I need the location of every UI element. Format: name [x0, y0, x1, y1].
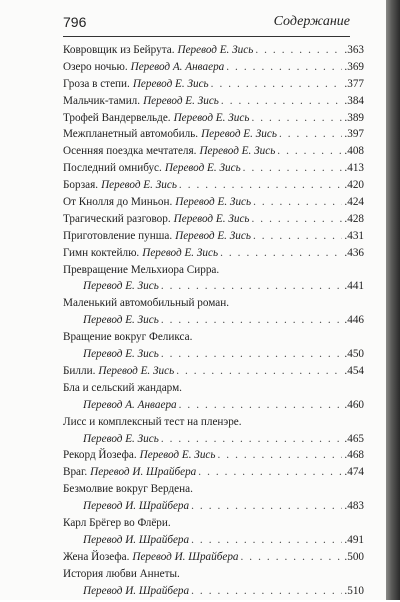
entry-title: Гроза в степи.	[63, 77, 130, 90]
entry-title: Борзая.	[63, 179, 99, 192]
toc-entry	[63, 179, 364, 196]
entry-translator: Перевод Е. Зись	[177, 44, 254, 56]
entry-title: Последний омнибус.	[63, 162, 162, 175]
toc-entry	[63, 145, 364, 162]
entry-translator: Перевод Е. Зись	[83, 314, 159, 327]
entry-translator: Перевод Е. Зись	[173, 212, 250, 225]
entry-page: .510	[344, 584, 364, 597]
entry-page: .420	[344, 179, 364, 192]
entry-translator: Перевод И. Шрайбера	[83, 500, 190, 513]
entry-page: .454	[344, 364, 364, 377]
entry-title: Озеро ночью.	[63, 60, 128, 73]
dot-leader	[226, 61, 342, 73]
entry-page: .369	[344, 60, 364, 73]
toc-entry	[63, 162, 364, 179]
entry-page: .446	[344, 314, 364, 327]
dot-leader	[179, 179, 343, 191]
entry-translator: Перевод И. Шрайбера	[83, 584, 190, 597]
entry-page: .474	[344, 466, 364, 479]
dot-leader	[161, 280, 343, 292]
entry-title: Рекорд Йозефа.	[63, 449, 137, 462]
entry-translator: Перевод Е. Зись	[164, 162, 241, 175]
entry-translator: Перевод И. Шрайбера	[132, 550, 239, 563]
section-title: Содержание	[273, 14, 350, 29]
dot-leader	[279, 128, 342, 140]
dot-leader	[253, 230, 342, 242]
toc-entry	[63, 517, 364, 551]
dot-leader	[218, 449, 343, 461]
entry-title: Мальчик-тамил.	[63, 94, 141, 107]
toc-entry	[63, 213, 364, 230]
entry-title: Враг.	[63, 466, 88, 479]
dot-leader	[277, 145, 342, 157]
entry-translator: Перевод Е. Зись	[101, 179, 177, 192]
toc-entry	[63, 416, 364, 450]
toc-entry	[63, 449, 364, 466]
table-of-contents	[63, 44, 364, 602]
toc-entry	[63, 551, 364, 568]
entry-translator: Перевод Е. Зись	[98, 364, 175, 377]
entry-title: Жена Йозефа.	[63, 550, 130, 563]
dot-leader	[191, 500, 342, 512]
toc-entry	[63, 128, 364, 145]
entry-page: .465	[344, 432, 364, 445]
entry-translator: Перевод Е. Зись	[143, 94, 219, 107]
entry-translator: Перевод Е. Зись	[175, 229, 251, 242]
dot-leader	[161, 433, 343, 445]
entry-page: .468	[344, 449, 364, 462]
dot-leader	[191, 534, 342, 546]
dot-leader	[176, 365, 342, 377]
dot-leader	[198, 466, 342, 478]
toc-entry	[63, 44, 364, 61]
dot-leader	[179, 399, 343, 411]
entry-title: От Кнолля до Миньон.	[63, 196, 173, 209]
page-header	[63, 14, 350, 37]
entry-page: .500	[344, 550, 364, 563]
entry-title: Лисс и комплексный тест на пленэре.	[63, 415, 242, 428]
entry-page: .384	[344, 94, 364, 107]
toc-entry	[63, 264, 364, 298]
entry-title: Вращение вокруг Феликса.	[63, 331, 193, 344]
dot-leader	[161, 348, 343, 360]
entry-page: .436	[344, 246, 364, 259]
dot-leader	[221, 95, 343, 107]
dot-leader	[251, 112, 342, 124]
entry-title: История любви Аннеты.	[63, 567, 180, 580]
dot-leader	[161, 314, 343, 326]
toc-entry	[63, 365, 364, 382]
dot-leader	[191, 585, 342, 597]
entry-translator: Перевод Е. Зись	[201, 128, 277, 141]
toc-entry	[63, 483, 364, 517]
entry-title: Трагический разговор.	[63, 212, 171, 225]
entry-page: .460	[344, 398, 364, 411]
dot-leader	[255, 44, 342, 56]
entry-translator: Перевод Е. Зись	[175, 196, 252, 209]
toc-entry	[63, 297, 364, 331]
entry-translator: Перевод И. Шрайбера	[90, 466, 197, 479]
dot-leader	[243, 162, 343, 174]
entry-translator: Перевод Е. Зись	[132, 77, 209, 90]
entry-translator: Перевод И. Шрайбера	[83, 533, 190, 546]
toc-entry	[63, 382, 364, 416]
entry-page: .428	[344, 212, 364, 225]
entry-translator: Перевод Е. Зись	[199, 145, 276, 158]
dot-leader	[220, 247, 342, 259]
entry-page: .483	[344, 500, 364, 513]
entry-page: .389	[344, 111, 364, 124]
toc-entry	[63, 247, 364, 264]
entry-page: .377	[344, 77, 364, 90]
toc-entry	[63, 331, 364, 365]
entry-translator: Перевод А. Анвaера	[130, 60, 225, 73]
entry-translator: Перевод Е. Зись	[83, 432, 159, 445]
entry-translator: Перевод Е. Зись	[83, 280, 159, 293]
toc-entry	[63, 196, 364, 213]
entry-page: .491	[344, 533, 364, 546]
entry-title: Межпланетный автомобиль.	[63, 128, 199, 141]
entry-title: Билли.	[63, 364, 96, 377]
toc-entry	[63, 112, 364, 129]
entry-page: .363	[344, 44, 364, 56]
entry-page: .431	[344, 229, 364, 242]
toc-entry	[63, 61, 364, 78]
entry-page: .450	[344, 348, 364, 361]
entry-page: .441	[344, 280, 364, 293]
entry-title: Ковровщик из Бейрута.	[63, 44, 175, 56]
entry-title: Карл Брёгер во Флёри.	[63, 517, 171, 530]
entry-page: .413	[344, 162, 364, 175]
entry-translator: Перевод Е. Зись	[142, 246, 219, 259]
entry-title: Осенняя поездка мечтателя.	[63, 145, 197, 158]
dot-leader	[241, 551, 343, 563]
entry-translator: Перевод Е. Зись	[83, 348, 159, 361]
entry-title: Приготовление пунша.	[63, 229, 173, 242]
dot-leader	[252, 213, 343, 225]
entry-title: Безмолвие вокруг Вердена.	[63, 483, 193, 496]
entry-page: .424	[344, 196, 364, 209]
dot-leader	[253, 196, 342, 208]
toc-entry	[63, 466, 364, 483]
entry-title: Гимн коктейлю.	[63, 246, 140, 259]
toc-entry	[63, 230, 364, 247]
page-edge-shadow	[386, 0, 400, 600]
page-number: 796	[63, 14, 87, 30]
toc-entry	[63, 568, 364, 602]
toc-entry	[63, 95, 364, 112]
entry-title: Превращение Мельхиора Сирра.	[63, 263, 220, 276]
entry-translator: Перевод А. Анвaера	[83, 398, 177, 411]
entry-title: Бла и сельский жандарм.	[63, 381, 182, 394]
entry-translator: Перевод Е. Зись	[173, 111, 250, 124]
dot-leader	[211, 78, 343, 90]
toc-entry	[63, 78, 364, 95]
entry-title: Трофей Вандервельде.	[63, 111, 171, 124]
entry-translator: Перевод Е. Зись	[139, 449, 216, 462]
entry-title: Маленький автомобильный роман.	[63, 297, 229, 310]
entry-page: .408	[344, 145, 364, 158]
entry-page: .397	[344, 128, 364, 141]
